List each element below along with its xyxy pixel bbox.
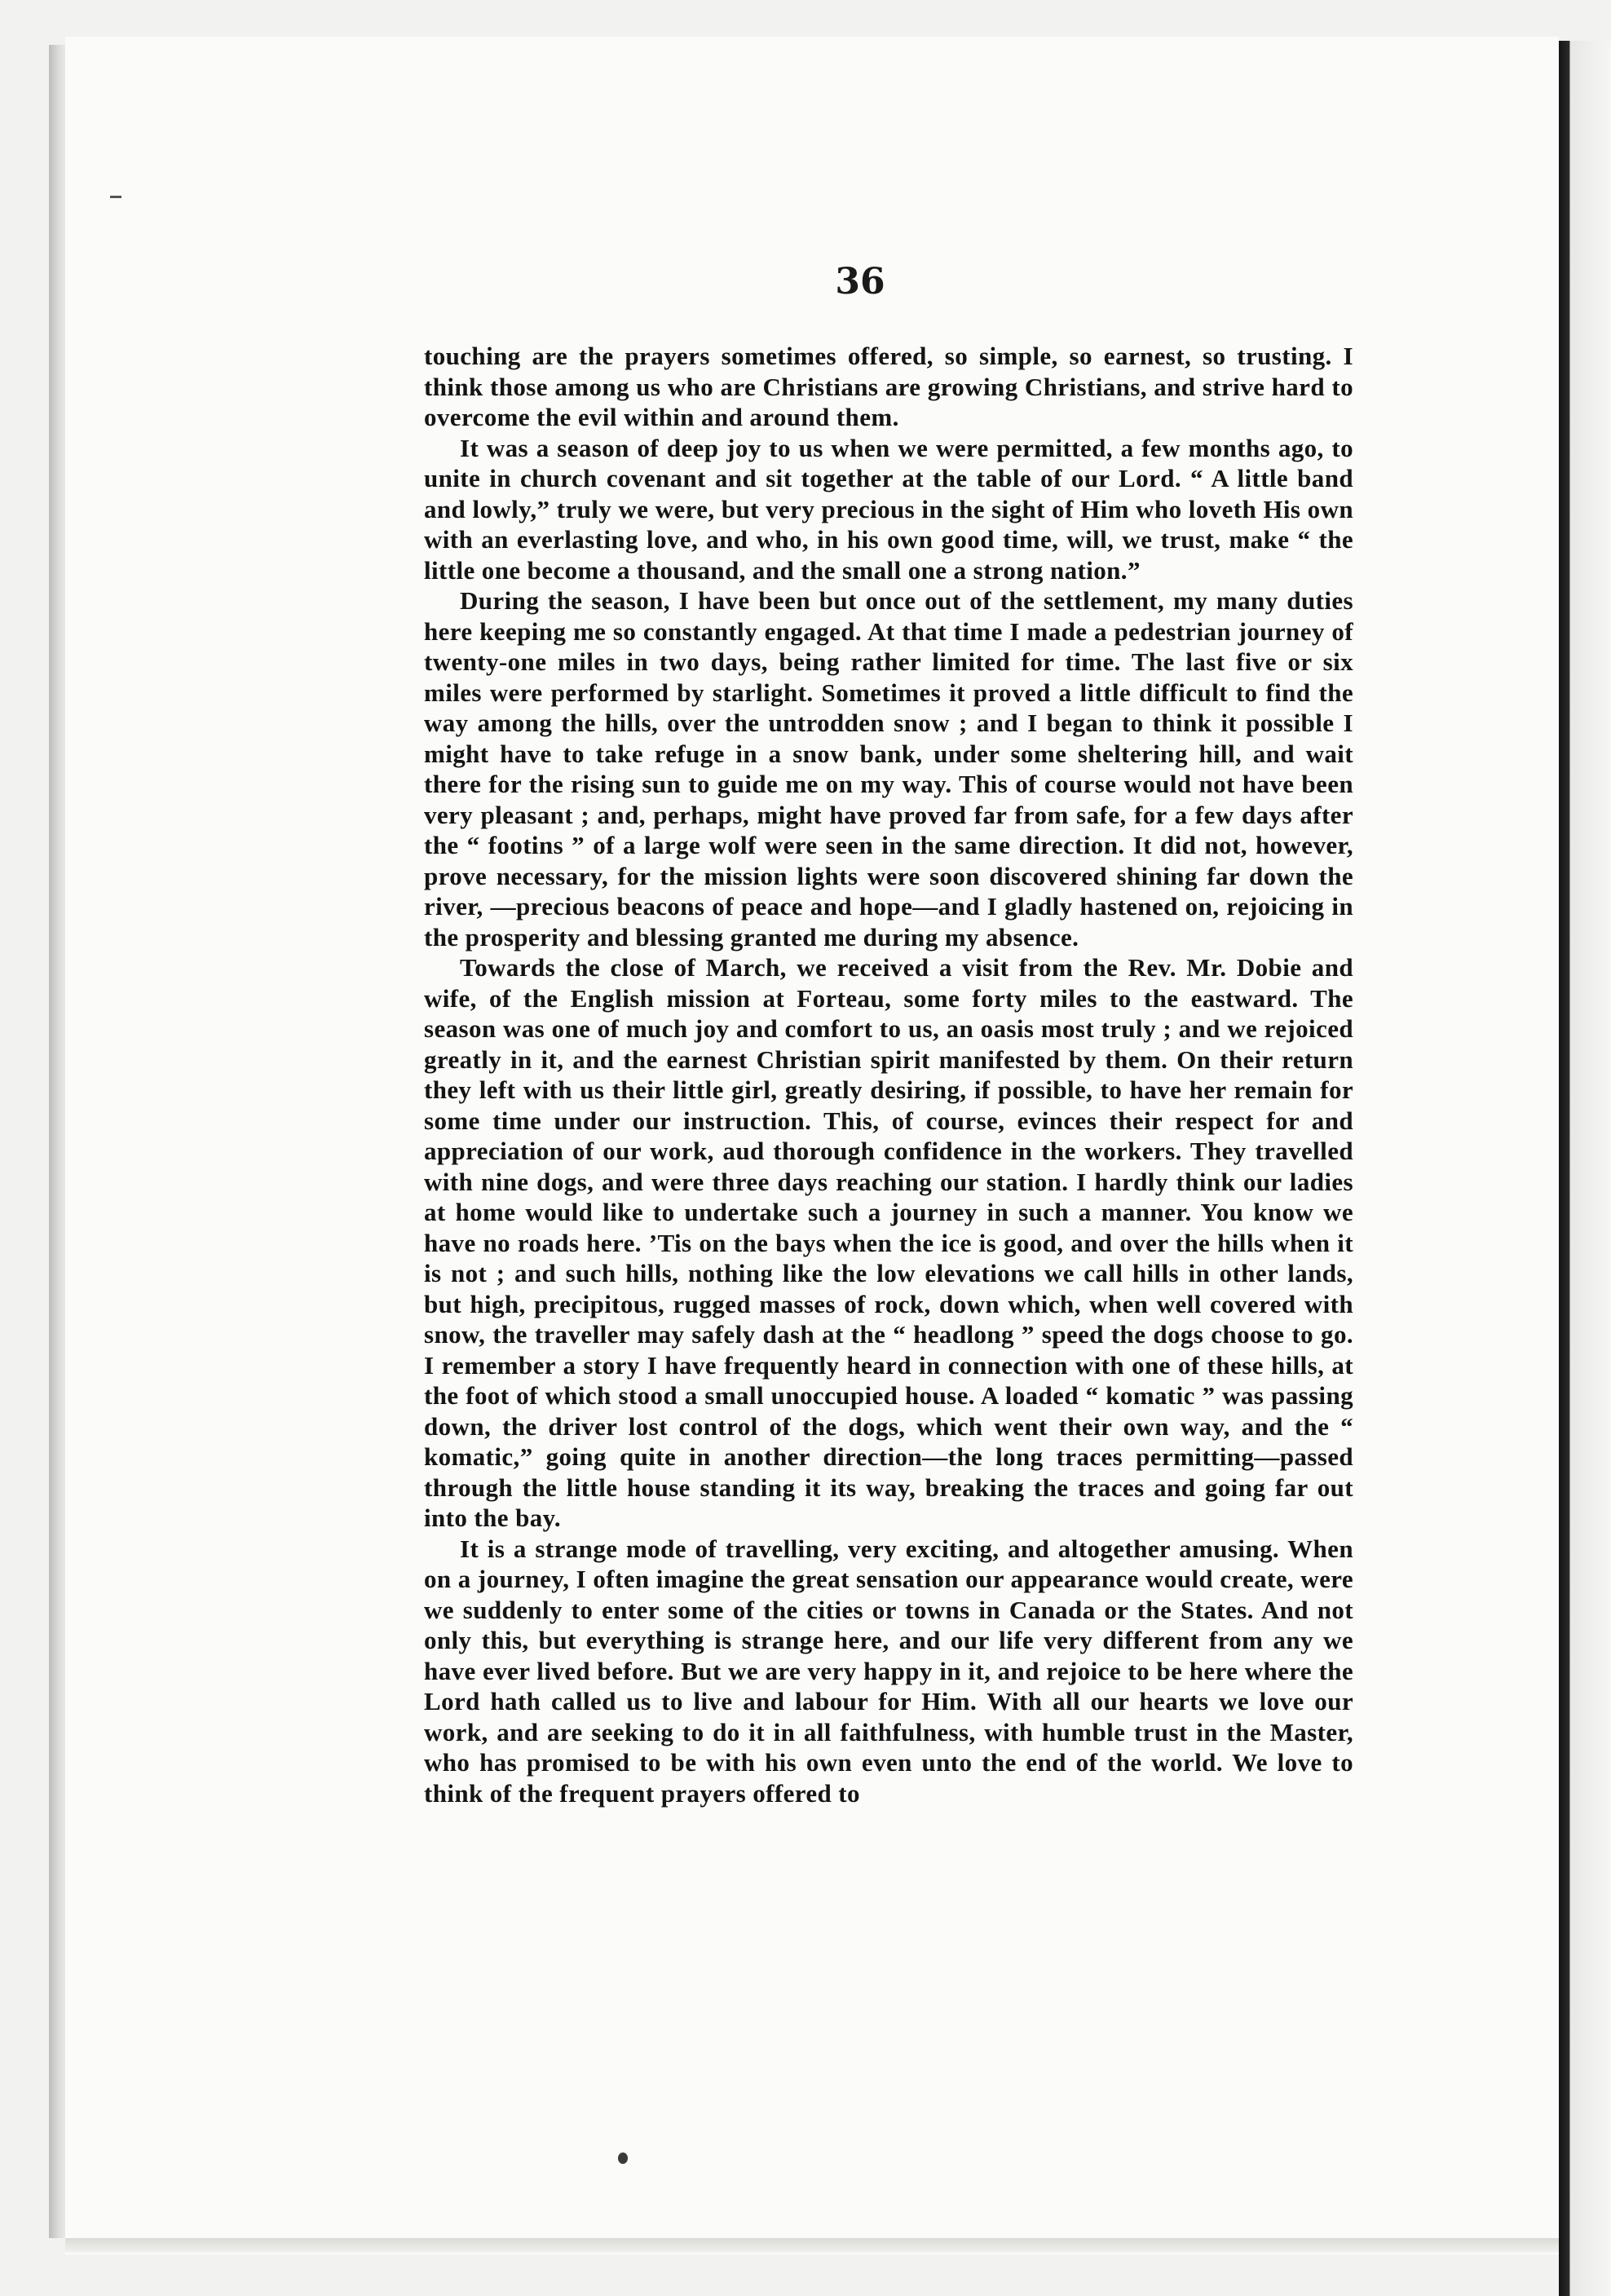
paragraph-1: touching are the prayers sometimes offered, so simple, so earnest, so trusting. I think those among us who are Christians are growing Christians, and strive hard to overcome the evil within and around them. [424, 342, 1353, 431]
margin-mark [110, 196, 121, 198]
page-bottom-shadow [65, 2238, 1559, 2253]
paragraph-2: It was a season of deep joy to us when we were permitted, a few months ago, to unite in church covenant and sit together at the table of our Lord. “ A little band and lowly,” truly we were, but very precious in the sight of Him who loveth His own with an everlasting love, and who, in his own good time, will, we trust, make “ the little one become a thousand, and the small one a strong nation.” [424, 433, 1353, 585]
page-number: 36 [835, 261, 885, 302]
paragraph-4: Towards the close of March, we received a visit from the Rev. Mr. Dobie and wife, of the English mission at Forteau, some forty miles to the eastward. The season was one of much joy and comfort to us, an oasis most truly ; and we rejoiced greatly in it, and the earnest Christian spirit manifested by them. On their return they left with us their little girl, greatly desiring, if possible, to have her remain for some time under our instruction. This, of course, evinces their respect for and appreciation of our work, aud thorough confidence in the workers. They travelled with nine dogs, and were three days reaching our station. I hardly think our ladies at home would like to undertake such a journey in such a manner. You know we have no roads here. ’Tis on the bays when the ice is good, and over the hills when it is not ; and such hills, nothing like the low elevations we call hills in other lands, but high, precipitous, rugged masses of rock, down which, when well covered with snow, the traveller may safely dash at the “ headlong ” speed the dogs choose to go. I remember a story I have frequently heard in connection with one of these hills, at the foot of which stood a small unoccupied house. A loaded “ komatic ” was passing down, the driver lost control of the dogs, which went their own way, and the “ komatic,” going quite in another direction—the long traces permitting—passed through the little house standing it its way, breaking the traces and going far out into the bay. [424, 953, 1353, 1532]
paragraph-3: During the season, I have been but once out of the settlement, my many duties here keeping me so constantly engaged. At that time I made a pedestrian journey of twenty-one miles in two days, being rather limited for time. The last five or six miles were performed by starlight. Sometimes it proved a little difficult to find the way among the hills, over the untrodden snow ; and I began to think it possible I might have to take refuge in a snow bank, under some sheltering hill, and wait there for the rising sun to guide me on my way. This of course would not have been very pleasant ; and, perhaps, might have proved far from safe, for a few days after the “ footins ” of a large wolf were seen in the same direction. It did not, however, prove necessary, for the mission lights were soon discovered shining far down the river, —precious beacons of peace and hope—and I gladly hastened on, rejoicing in the prosperity and blessing granted me during my absence. [424, 586, 1353, 952]
paragraph-5: It is a strange mode of travelling, very exciting, and altogether amusing. When on a journey, I often imagine the great sensation our appearance would create, were we suddenly to enter some of the cities or towns in Canada or the States. And not only this, but everything is strange here, and our life very different from any we have ever lived before. But we are very happy in it, and rejoice to be here where the Lord hath called us to live and labour for Him. With all our hearts we love our work, and are seeking to do it in all faithfulness, with humble trust in the Master, who has promised to be with his own even unto the end of the world. We love to think of the frequent prayers offered to [424, 1534, 1353, 1808]
ink-spot [618, 2152, 628, 2164]
body-text [424, 341, 1353, 1808]
page-edge-left [49, 45, 65, 2238]
facing-page-edge [1559, 41, 1611, 2296]
